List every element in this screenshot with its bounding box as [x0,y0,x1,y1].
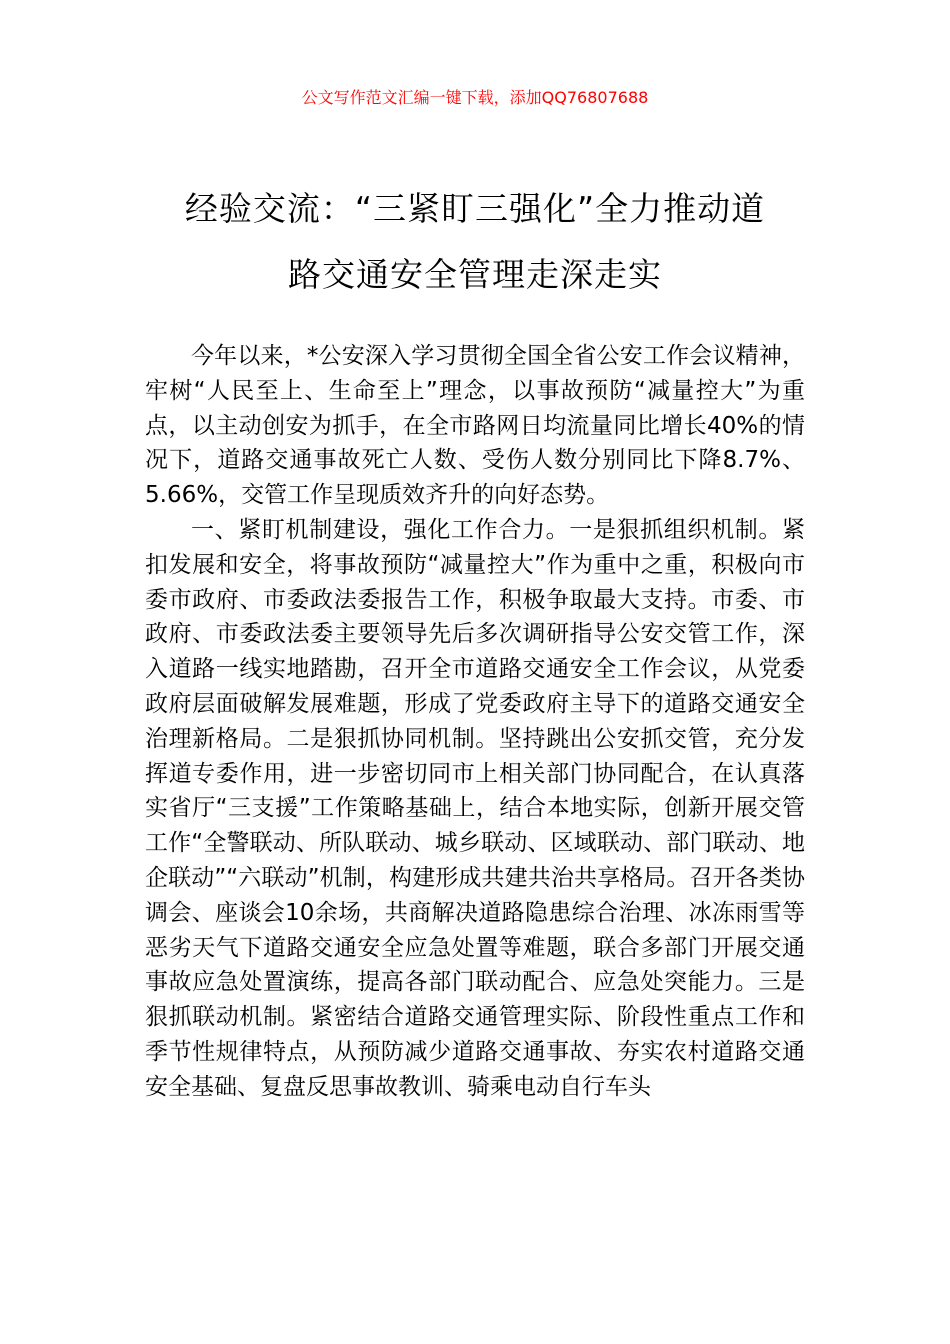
document-body [145,339,805,1105]
download-watermark: 公文写作范文汇编一键下载，添加QQ76807688 [301,88,649,107]
section-one-paragraph: 一、紧盯机制建设，强化工作合力。一是狠抓组织机制。紧扣发展和安全，将事故预防“减量控大”作为重中之重，积极向市委市政府、市委政法委报告工作，积极争取最大支持。市委、市政府、市委政法委主要领导先后多次调研指导公安交管工作，深入道路一线实地踏勘，召开全市道路交通安全工作会议，从党委政府层面破解发展难题，形成了党委政府主导下的道路交通安全治理新格局。二是狠抓协同机制。坚持跳出公安抓交管，充分发挥道专委作用，进一步密切同市上相关部门协同配合，在认真落实省厅“三支援”工作策略基础上，结合本地实际，创新开展交管工作“全警联动、所队联动、城乡联动、区域联动、部门联动、地企联动”“六联动”机制，构建形成共建共治共享格局。召开各类协调会、座谈会10余场，共商解决道路隐患综合治理、冰冻雨雪等恶劣天气下道路交通安全应急处置等难题，联合多部门开展交通事故应急处置演练，提高各部门联动配合、应急处突能力。三是狠抓联动机制。紧密结合道路交通管理实际、阶段性重点工作和季节性规律特点，从预防减少道路交通事故、夯实农村道路交通安全基础、复盘反思事故教训、骑乘电动自行车头 [145,516,805,1100]
title-line-1: 经验交流：“三紧盯三强化”全力推动道 [184,189,766,228]
document-title [145,176,805,308]
intro-paragraph: 今年以来，*公安深入学习贯彻全国全省公安工作会议精神，牢树“人民至上、生命至上”理念，以事故预防“减量控大”为重点，以主动创安为抓手，在全市路网日均流量同比增长40%的情况下，道路交通事故死亡人数、受伤人数分别同比下降8.7%、5.66%，交管工作呈现质效齐升的向好态势。 [145,343,805,509]
title-line-2: 路交通安全管理走深走实 [288,255,662,294]
